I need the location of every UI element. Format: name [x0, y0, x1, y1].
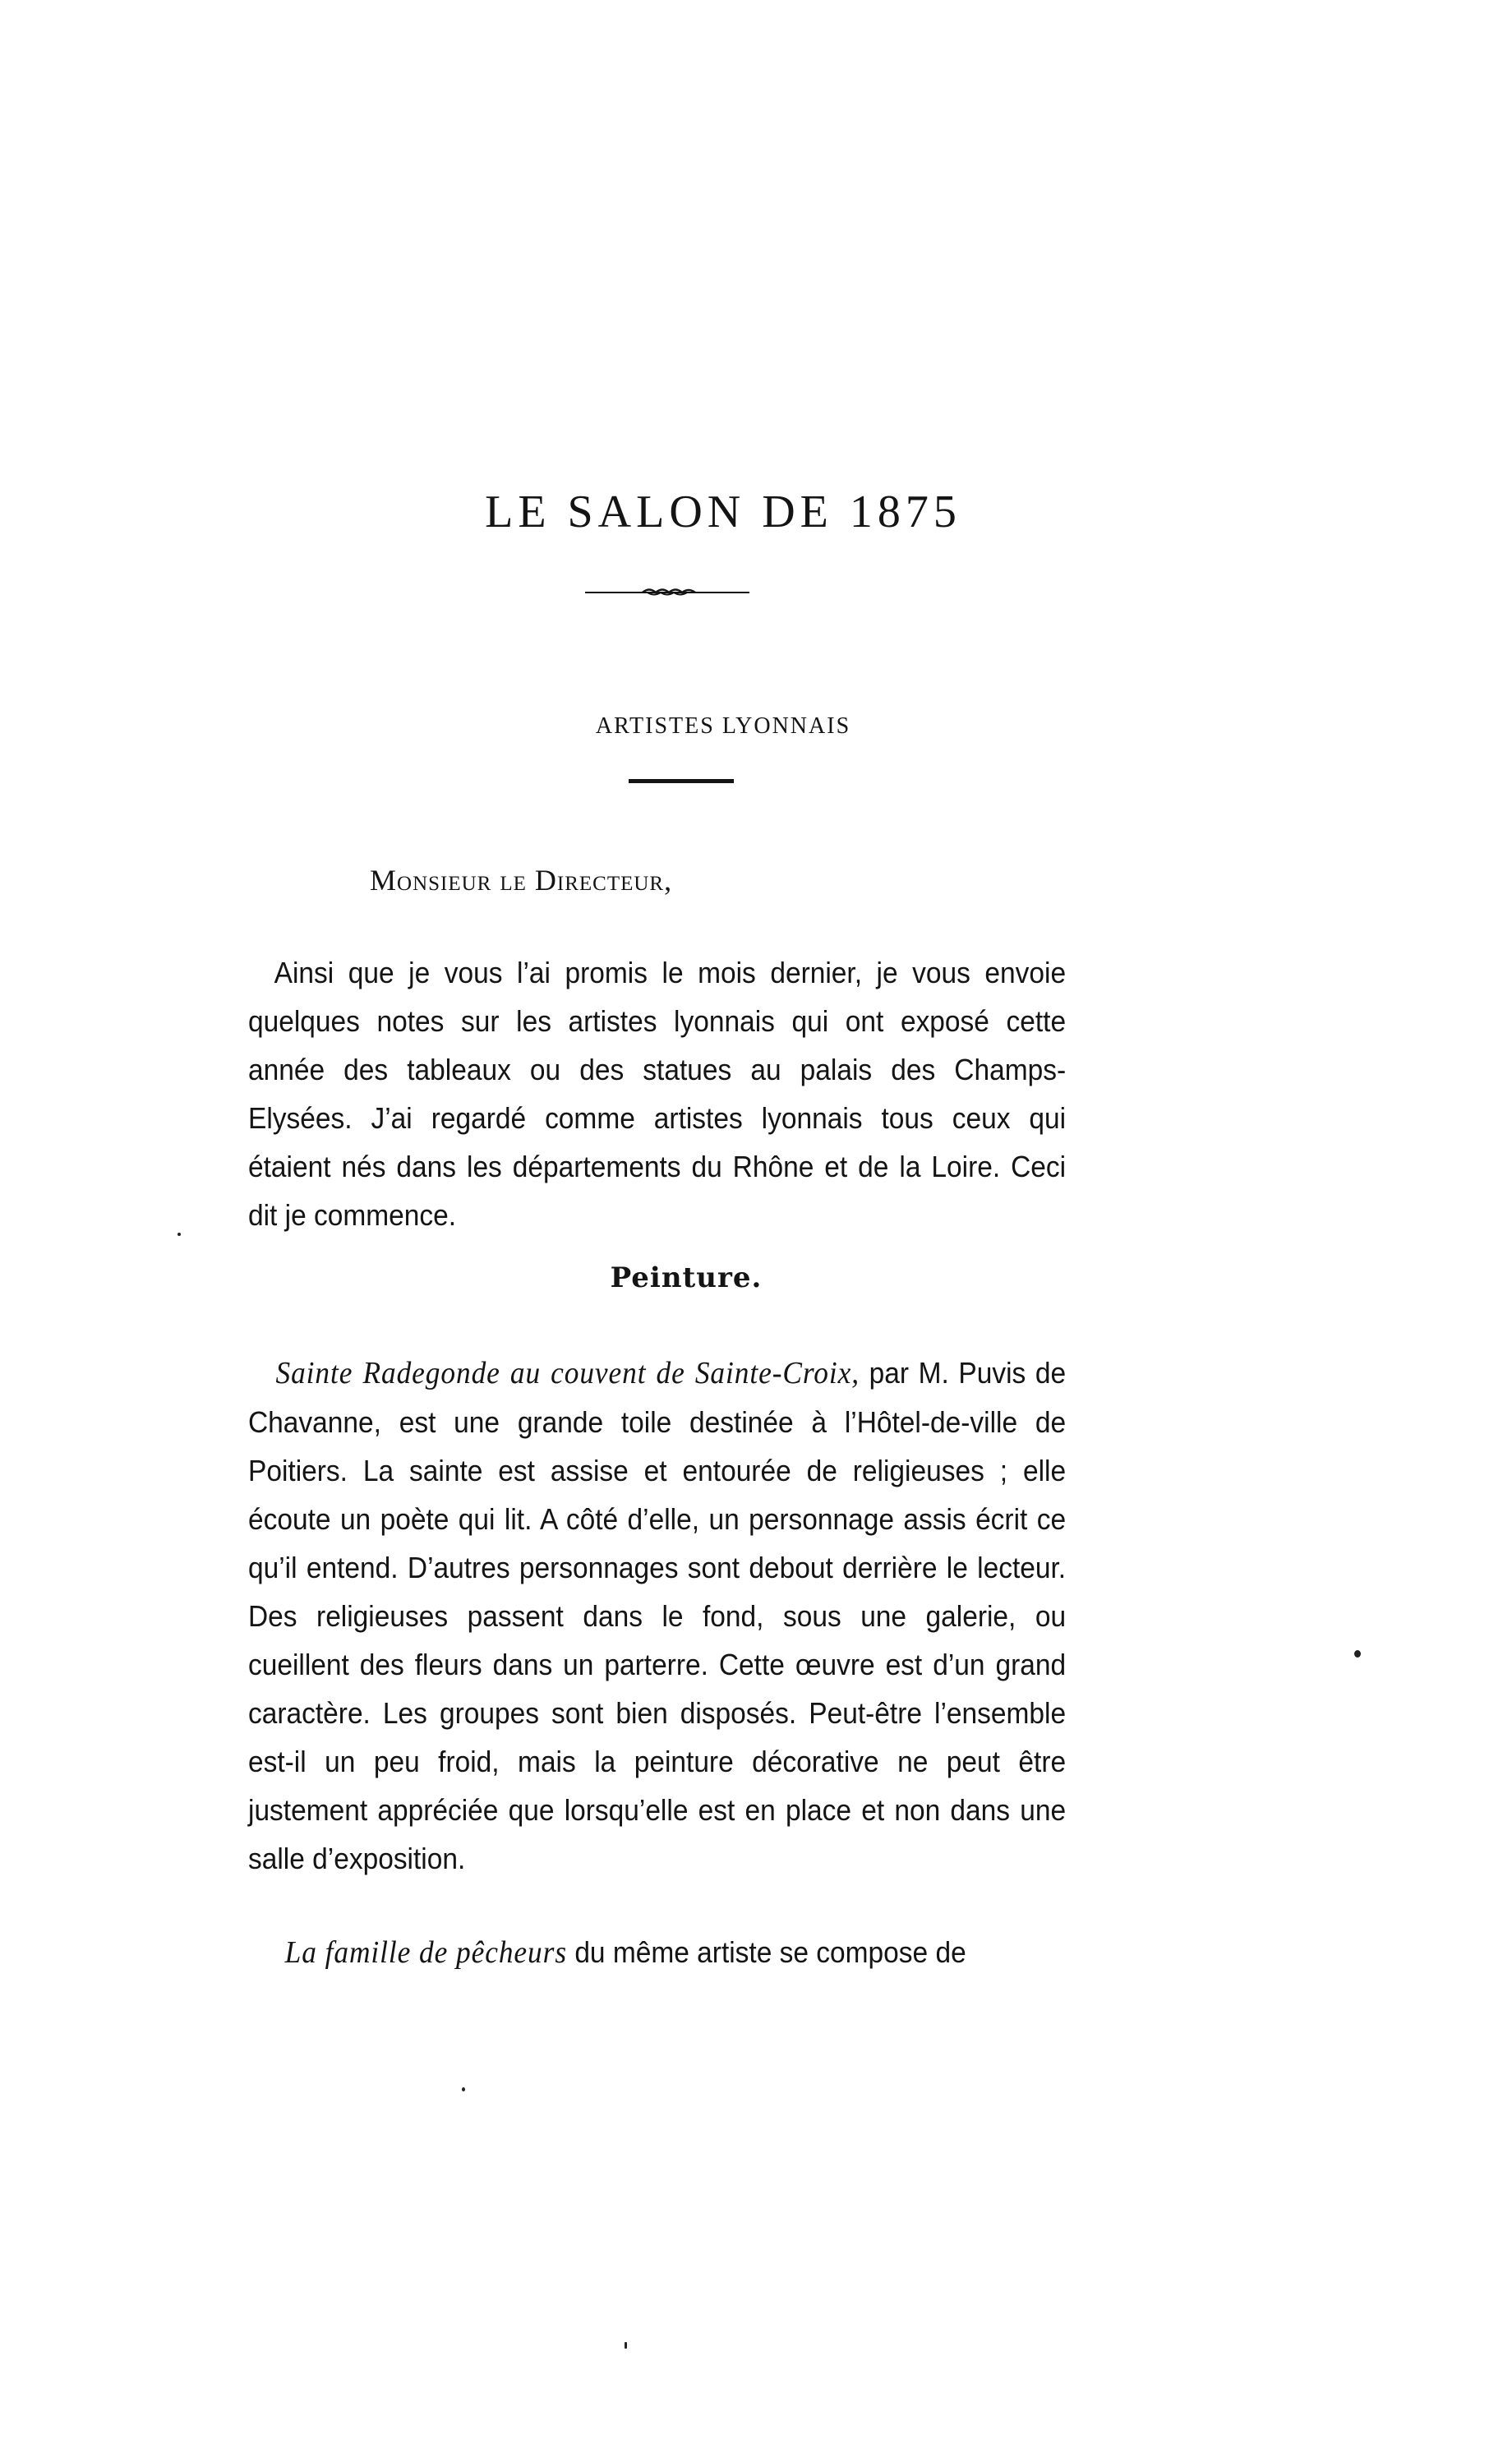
- title-ornament: [585, 585, 749, 597]
- page-title: LE SALON DE 1875: [485, 486, 961, 537]
- salutation: Monsieur le Directeur,: [370, 864, 673, 897]
- section-heading: Peinture.: [610, 1261, 763, 1294]
- subtitle-rule: [629, 779, 734, 783]
- painting-paragraph: [248, 1349, 1066, 1883]
- print-speck: [177, 1233, 181, 1236]
- work-title: Sainte Radegonde au couvent de Sainte-Croix,: [275, 1356, 860, 1390]
- print-speck: [462, 2087, 465, 2091]
- print-speck: [625, 2342, 627, 2349]
- paragraph-text: du même artiste se compose de: [567, 1935, 966, 1969]
- work-title: La famille de pêcheurs: [284, 1935, 568, 1970]
- intro-paragraph: Ainsi que je vous l’ai promis le mois dernier, je vous envoie quelques notes sur les artistes lyonnais qui ont exposé cette année des tableaux ou des statues au palais des Champs-Elysées. J’ai regardé comme artistes lyonnais tous ceux qui étaient nés dans les départements du Rhône et de la Loire. Ceci dit je commence.: [248, 956, 1067, 1232]
- continuation-paragraph: [248, 1928, 1066, 1977]
- print-speck: [1354, 1650, 1361, 1658]
- section-subtitle: ARTISTES LYONNAIS: [595, 713, 851, 739]
- paragraph-text: par M. Puvis de Chavanne, est une grande toile destinée à l’Hôtel-de-ville de Poitiers. La sainte est assise et entourée de religieuses ; elle écoute un poète qui lit. A côté d’elle, un personnage assis écrit ce qu’il entend. D’autres personnages sont debout derrière le lecteur. Des religieuses passent dans le fond, sous une galerie, ou cueillent des fleurs dans un parterre. Cette œuvre est d’un grand caractère. Les groupes sont bien disposés. Peut-être l’ensemble est-il un peu froid, mais la peinture décorative ne peut être justement appréciée que lorsqu’elle est en place et non dans une salle d’exposition.: [248, 1356, 1067, 1875]
